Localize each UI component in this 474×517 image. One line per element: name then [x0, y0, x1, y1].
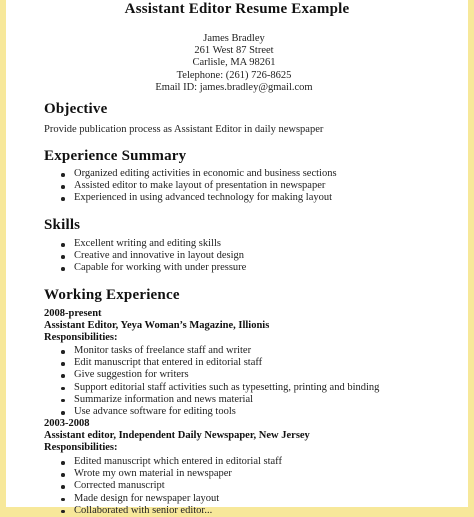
- job-responsibilities-label: Responsibilities:: [44, 442, 118, 453]
- job-position: Assistant editor, Independent Daily Newspaper, New Jersey: [44, 430, 310, 441]
- skills-list: [60, 238, 246, 275]
- job-period: 2008-present: [44, 308, 102, 319]
- list-item: Support editorial staff activities such as typesetting, printing and binding: [60, 382, 379, 394]
- contact-block: [156, 33, 312, 94]
- list-item: Wrote my own material in newspaper: [60, 468, 282, 480]
- experience-summary-heading: Experience Summary: [44, 148, 187, 164]
- job-responsibilities-list: [60, 345, 379, 418]
- contact-email: Email ID: james.bradley@gmail.com: [155, 81, 313, 93]
- job-period: 2003-2008: [44, 418, 90, 429]
- list-item: Summarize information and news material: [60, 394, 379, 406]
- resume-page: [6, 0, 468, 516]
- list-item: Capable for working with under pressure: [60, 262, 246, 274]
- working-experience-heading: Working Experience: [44, 287, 180, 303]
- list-item: Assisted editor to make layout of presentation in newspaper: [60, 180, 337, 192]
- job-responsibilities-list: [60, 456, 282, 517]
- list-item: Excellent writing and editing skills: [60, 238, 246, 250]
- contact-street: 261 West 87 Street: [194, 45, 274, 57]
- contact-name: James Bradley: [203, 33, 265, 44]
- job-position: Assistant Editor, Yeya Woman’s Magazine, Illionis: [44, 320, 270, 331]
- skills-heading: Skills: [44, 217, 81, 233]
- objective-heading: Objective: [44, 101, 108, 117]
- objective-text: Provide publication process as Assistant Editor in daily newspaper: [44, 124, 324, 135]
- list-item: Experienced in using advanced technology for making layout: [60, 192, 337, 204]
- list-item: Made design for newspaper layout: [60, 493, 282, 505]
- list-item: Creative and innovative in layout design: [60, 250, 246, 262]
- list-item: Use advance software for editing tools: [60, 406, 379, 418]
- contact-phone: Telephone: (261) 726-8625: [176, 69, 292, 81]
- experience-summary-list: [60, 168, 337, 205]
- document-title: Assistant Editor Resume Example: [124, 1, 350, 17]
- list-item: Edited manuscript which entered in editorial staff: [60, 456, 282, 468]
- list-item: Organized editing activities in economic and business sections: [60, 168, 337, 180]
- job-responsibilities-label: Responsibilities:: [44, 332, 118, 343]
- list-item: Give suggestion for writers: [60, 369, 379, 381]
- list-item: Collaborated with senior editor...: [60, 505, 282, 517]
- list-item: Corrected manuscript: [60, 480, 282, 492]
- contact-city: Carlisle, MA 98261: [192, 57, 276, 69]
- list-item: Edit manuscript that entered in editorial staff: [60, 357, 379, 369]
- list-item: Monitor tasks of freelance staff and writer: [60, 345, 379, 357]
